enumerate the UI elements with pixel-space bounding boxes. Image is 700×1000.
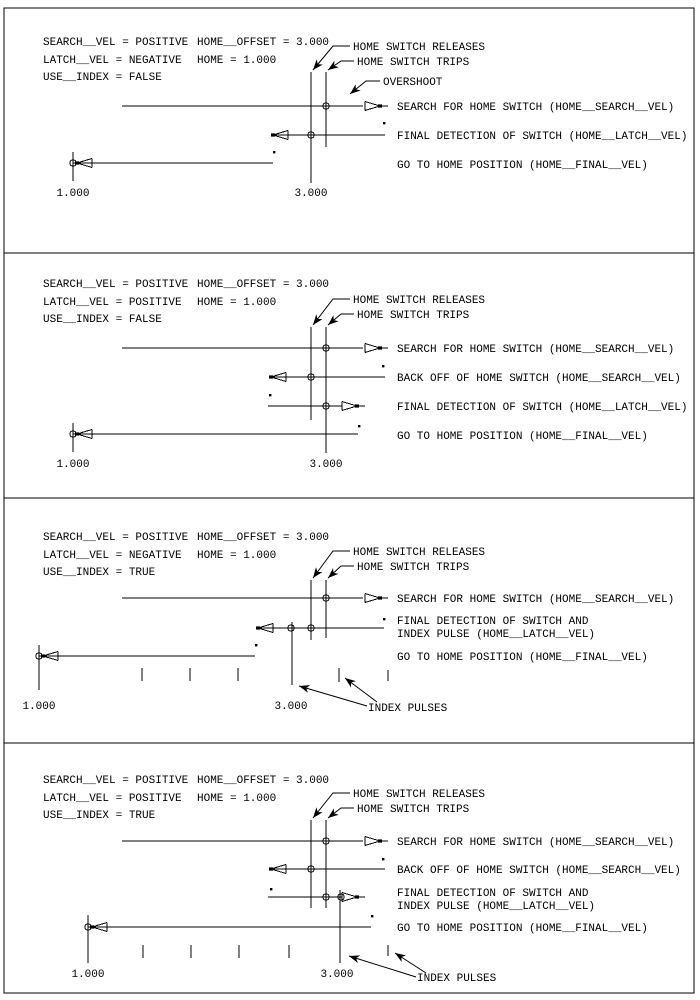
step-latch-label: FINAL DETECTION OF SWITCH (HOME__LATCH__VEL)	[397, 402, 688, 414]
step-final-label: GO TO HOME POSITION (HOME__FINAL__VEL)	[397, 160, 648, 172]
callout-home-switch-trips: HOME SWITCH TRIPS	[357, 804, 470, 816]
index-pulse-ticks	[143, 945, 388, 958]
step-latch-label-line1: FINAL DETECTION OF SWITCH AND	[397, 616, 589, 628]
panel-2	[4, 253, 694, 498]
param-search-vel: SEARCH__VEL = POSITIVE	[43, 532, 189, 544]
index-leader-arrow	[345, 678, 377, 702]
step-latch-label-line2: INDEX PULSE (HOME__LATCH__VEL)	[397, 629, 596, 641]
panel-3	[4, 498, 694, 743]
trips-leader-arrow	[328, 808, 354, 818]
param-latch-vel: LATCH__VEL = NEGATIVE	[43, 55, 182, 67]
stop-dot	[371, 915, 373, 917]
step-backoff-label: BACK OFF OF HOME SWITCH (HOME__SEARCH__VEL)	[397, 865, 681, 877]
right-arrow-icon	[342, 402, 365, 411]
param-search-vel: SEARCH__VEL = POSITIVE	[43, 279, 189, 291]
step-search-label: SEARCH FOR HOME SWITCH (HOME__SEARCH__VEL)	[397, 102, 675, 114]
stop-dot	[383, 618, 385, 620]
releases-leader-arrow	[313, 551, 350, 578]
callout-home-switch-trips: HOME SWITCH TRIPS	[357, 562, 470, 574]
callout-home-switch-releases: HOME SWITCH RELEASES	[353, 789, 486, 801]
param-home-offset: HOME__OFFSET = 3.000	[197, 775, 330, 787]
param-use-index: USE__INDEX = TRUE	[43, 567, 156, 579]
axis-home-label: 1.000	[56, 459, 90, 471]
param-home-offset: HOME__OFFSET = 3.000	[197, 532, 330, 544]
axis-offset-label: 3.000	[320, 969, 354, 981]
axis-home-label: 1.000	[71, 969, 105, 981]
step-final-label: GO TO HOME POSITION (HOME__FINAL__VEL)	[397, 652, 648, 664]
param-home: HOME = 1.000	[197, 55, 277, 67]
axis-offset-label: 3.000	[274, 701, 308, 713]
right-arrow-icon	[365, 102, 388, 111]
trips-leader-arrow	[328, 314, 354, 325]
stop-dot	[255, 644, 257, 646]
step-latch-label-line1: FINAL DETECTION OF SWITCH AND	[397, 888, 589, 900]
stop-dot	[358, 425, 360, 427]
stop-dot	[382, 858, 384, 860]
param-home-offset: HOME__OFFSET = 3.000	[197, 279, 330, 291]
panel-4	[4, 743, 694, 993]
stop-dot	[270, 888, 272, 890]
step-search-label: SEARCH FOR HOME SWITCH (HOME__SEARCH__VEL)	[397, 344, 675, 356]
right-arrow-icon	[365, 594, 388, 603]
releases-leader-arrow	[313, 46, 350, 70]
index-leader-arrow	[395, 953, 426, 973]
callout-home-switch-releases: HOME SWITCH RELEASES	[353, 547, 486, 559]
stop-dot	[269, 394, 271, 396]
index-pulses-label: INDEX PULSES	[417, 973, 497, 985]
param-use-index: USE__INDEX = FALSE	[43, 72, 162, 84]
trips-leader-arrow	[328, 61, 354, 70]
param-search-vel: SEARCH__VEL = POSITIVE	[43, 775, 189, 787]
right-arrow-icon	[365, 837, 388, 846]
stop-dot	[273, 151, 275, 153]
index-leader-arrow	[349, 956, 416, 977]
index-pulses-label: INDEX PULSES	[368, 703, 448, 715]
releases-leader-arrow	[313, 793, 350, 818]
axis-home-label: 1.000	[22, 701, 56, 713]
axis-home-label: 1.000	[56, 188, 90, 200]
index-pulse-ticks	[142, 668, 388, 682]
axis-offset-label: 3.000	[294, 188, 328, 200]
releases-leader-arrow	[313, 299, 350, 325]
param-use-index: USE__INDEX = FALSE	[43, 314, 162, 326]
index-leader-arrow	[299, 686, 367, 706]
right-arrow-icon	[342, 893, 365, 902]
panel-1	[4, 8, 694, 253]
step-search-label: SEARCH FOR HOME SWITCH (HOME__SEARCH__VEL)	[397, 594, 675, 606]
axis-offset-label: 3.000	[309, 459, 343, 471]
param-use-index: USE__INDEX = TRUE	[43, 810, 156, 822]
stop-dot	[383, 122, 385, 124]
right-arrow-icon	[365, 344, 388, 353]
param-latch-vel: LATCH__VEL = POSITIVE	[43, 297, 182, 309]
param-search-vel: SEARCH__VEL = POSITIVE	[43, 37, 189, 49]
step-search-label: SEARCH FOR HOME SWITCH (HOME__SEARCH__VEL)	[397, 837, 675, 849]
param-home-offset: HOME__OFFSET = 3.000	[197, 37, 330, 49]
callout-home-switch-trips: HOME SWITCH TRIPS	[357, 310, 470, 322]
param-latch-vel: LATCH__VEL = POSITIVE	[43, 793, 182, 805]
param-latch-vel: LATCH__VEL = NEGATIVE	[43, 550, 182, 562]
step-final-label: GO TO HOME POSITION (HOME__FINAL__VEL)	[397, 431, 648, 443]
stop-dot	[382, 365, 384, 367]
callout-home-switch-trips: HOME SWITCH TRIPS	[357, 57, 470, 69]
overshoot-leader-arrow	[350, 81, 380, 94]
callout-overshoot: OVERSHOOT	[383, 77, 443, 89]
step-backoff-label: BACK OFF OF HOME SWITCH (HOME__SEARCH__VEL)	[397, 373, 681, 385]
param-home: HOME = 1.000	[197, 793, 277, 805]
step-final-label: GO TO HOME POSITION (HOME__FINAL__VEL)	[397, 923, 648, 935]
param-home: HOME = 1.000	[197, 550, 277, 562]
callout-home-switch-releases: HOME SWITCH RELEASES	[353, 42, 486, 54]
step-latch-label: FINAL DETECTION OF SWITCH (HOME__LATCH__VEL)	[397, 131, 688, 143]
trips-leader-arrow	[328, 566, 354, 578]
param-home: HOME = 1.000	[197, 297, 277, 309]
step-latch-label-line2: INDEX PULSE (HOME__LATCH__VEL)	[397, 901, 596, 913]
callout-home-switch-releases: HOME SWITCH RELEASES	[353, 295, 486, 307]
